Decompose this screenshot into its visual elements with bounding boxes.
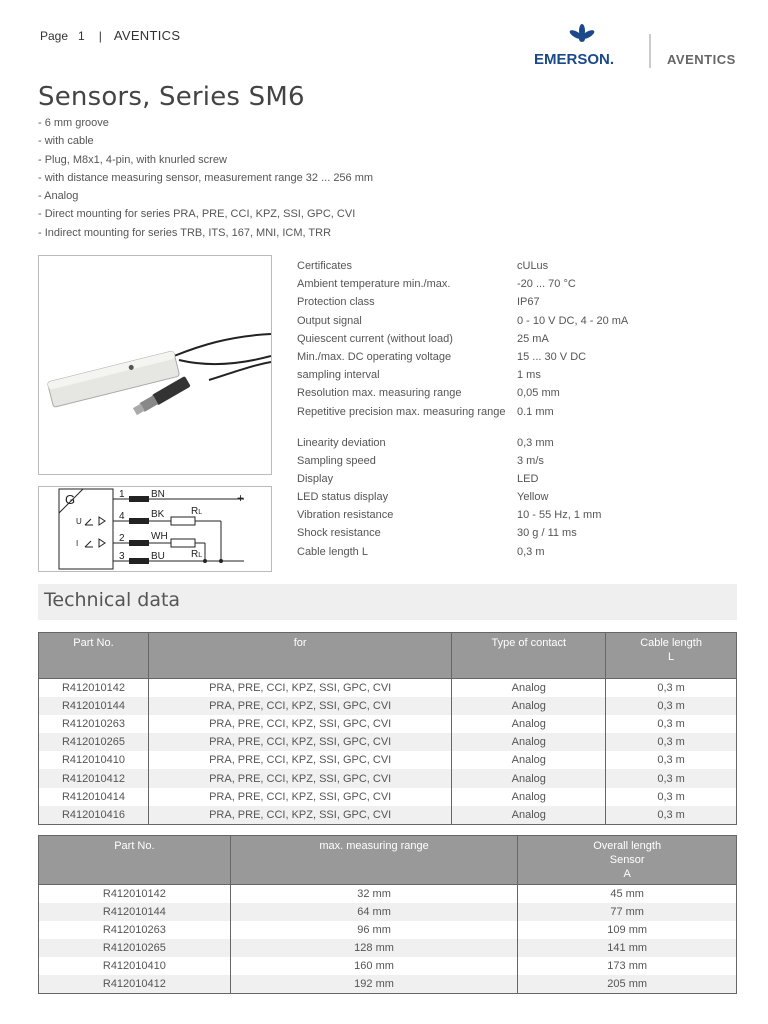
table-cell: Analog [452, 788, 606, 806]
table-cell: R412010142 [39, 679, 149, 697]
feature-item: - with cable [38, 135, 94, 148]
table-cell: 0,3 m [606, 733, 737, 751]
table-cell: R412010410 [39, 751, 149, 769]
table-row [39, 903, 737, 921]
emerson-aventics-logo [532, 22, 754, 70]
table-row [39, 921, 737, 939]
pin-4-label: 4 [119, 511, 125, 522]
wire-bn-label: BN [151, 489, 165, 500]
table-row [39, 939, 737, 957]
table-cell: R412010263 [39, 715, 149, 733]
wiring-diagram [38, 486, 272, 572]
table-cell: PRA, PRE, CCI, KPZ, SSI, GPC, CVI [148, 769, 451, 787]
rl-label-2: RL [191, 549, 203, 560]
table-cell: R412010265 [39, 733, 149, 751]
table-cell: PRA, PRE, CCI, KPZ, SSI, GPC, CVI [148, 806, 451, 824]
table-header: max. measuring range [230, 836, 518, 885]
table-row [39, 733, 737, 751]
table-header: Part No. [39, 836, 231, 885]
table-cell: 109 mm [518, 921, 737, 939]
spec-row: Resolution max. measuring range 0,05 mm [297, 387, 560, 400]
spec-row: Certificates cULus [297, 260, 549, 272]
table-cell: PRA, PRE, CCI, KPZ, SSI, GPC, CVI [148, 751, 451, 769]
table-cell: 0,3 m [606, 751, 737, 769]
table-cell: 0,3 m [606, 788, 737, 806]
pin-1-label: 1 [119, 489, 125, 500]
diagram-i-label: I [76, 539, 79, 548]
aventics-wordmark: AVENTICS [667, 52, 736, 67]
table-row [39, 885, 737, 903]
feature-item: - Direct mounting for series PRA, PRE, CCI, KPZ, SSI, GPC, CVI [38, 208, 356, 221]
table-cell: PRA, PRE, CCI, KPZ, SSI, GPC, CVI [148, 679, 451, 697]
spec-row: Protection class IP67 [297, 296, 540, 309]
table-header: for [148, 633, 451, 679]
table-cell: Analog [452, 733, 606, 751]
parts-table [38, 632, 737, 825]
feature-item: - 6 mm groove [38, 117, 109, 129]
table-cell: R412010142 [39, 885, 231, 903]
table-cell: R412010144 [39, 903, 231, 921]
plus-label: + [237, 491, 245, 505]
spec-row: Vibration resistance 10 - 55 Hz, 1 mm [297, 509, 602, 522]
table-cell: 0,3 m [606, 806, 737, 824]
spec-row: sampling interval 1 ms [297, 369, 541, 382]
table-cell: 192 mm [230, 975, 518, 993]
header-brand: AVENTICS [113, 28, 181, 43]
table-row [39, 975, 737, 993]
feature-list [38, 115, 373, 243]
table-cell: Analog [452, 769, 606, 787]
table-cell: R412010416 [39, 806, 149, 824]
table-cell: R412010265 [39, 939, 231, 957]
rl-label-1: RL [191, 506, 203, 517]
page-label: Page [40, 28, 69, 43]
table-cell: Analog [452, 806, 606, 824]
table-cell: R412010263 [39, 921, 231, 939]
page-number: 1 [78, 28, 85, 43]
wire-bu-label: BU [151, 551, 165, 562]
spec-row: Repetitive precision max. measuring range 0.1 mm [297, 405, 554, 418]
table-cell: 0,3 m [606, 769, 737, 787]
spec-list [297, 258, 737, 562]
feature-item: - Plug, M8x1, 4-pin, with knurled screw [38, 153, 227, 166]
table-row [39, 788, 737, 806]
spec-row: Cable length L 0,3 m [297, 545, 545, 558]
wire-bk-label: BK [151, 509, 165, 520]
table-cell: R412010412 [39, 975, 231, 993]
table-row [39, 697, 737, 715]
spec-row: Display LED [297, 472, 539, 485]
section-header [38, 584, 737, 620]
feature-item: - Indirect mounting for series TRB, ITS, 167, MNI, ICM, TRR [38, 226, 332, 239]
table-cell: R412010144 [39, 697, 149, 715]
diagram-g-label: G [65, 492, 76, 507]
table-cell: PRA, PRE, CCI, KPZ, SSI, GPC, CVI [148, 733, 451, 751]
table-cell: 0,3 m [606, 697, 737, 715]
table-cell: PRA, PRE, CCI, KPZ, SSI, GPC, CVI [148, 715, 451, 733]
pin-2-label: 2 [119, 533, 125, 544]
table-cell: Analog [452, 679, 606, 697]
feature-item: - with distance measuring sensor, measurement range 32 ... 256 mm [38, 171, 374, 184]
table-cell: 0,3 m [606, 715, 737, 733]
table-cell: R412010412 [39, 769, 149, 787]
table-header: Cable length L [606, 633, 737, 679]
spec-row: Quiescent current (without load) 25 mA [297, 332, 549, 345]
page-header [40, 28, 180, 43]
table-cell: 32 mm [230, 885, 518, 903]
diagram-u-label: U [76, 517, 82, 526]
table-cell: 160 mm [230, 957, 518, 975]
sensor-photo-illustration [39, 256, 271, 474]
spec-row: Output signal 0 - 10 V DC, 4 - 20 mA [297, 314, 629, 327]
table-cell: R412010410 [39, 957, 231, 975]
table-cell: Analog [452, 751, 606, 769]
spec-row: Ambient temperature min./max. -20 ... 70 °C [297, 278, 576, 291]
table-cell: Analog [452, 715, 606, 733]
table-cell: 205 mm [518, 975, 737, 993]
table-cell: 64 mm [230, 903, 518, 921]
table-row [39, 769, 737, 787]
table-cell: Analog [452, 697, 606, 715]
spec-row: Linearity deviation 0,3 mm [297, 436, 554, 449]
product-image [38, 255, 272, 475]
table-header: Part No. [39, 633, 149, 679]
spec-row: Min./max. DC operating voltage 15 ... 30 V DC [297, 350, 587, 363]
table-cell: R412010414 [39, 788, 149, 806]
table-row [39, 679, 737, 697]
table-cell: 77 mm [518, 903, 737, 921]
table-cell: 128 mm [230, 939, 518, 957]
table-cell: 173 mm [518, 957, 737, 975]
table-row [39, 715, 737, 733]
spec-row: Shock resistance 30 g / 11 ms [297, 527, 577, 540]
wire-wh-label: WH [151, 531, 168, 542]
spec-row: LED status display Yellow [297, 491, 549, 504]
table-cell: 141 mm [518, 939, 737, 957]
pin-3-label: 3 [119, 551, 125, 562]
table-cell: 96 mm [230, 921, 518, 939]
header-separator: | [98, 28, 102, 43]
minus-label: − [237, 554, 245, 568]
spec-row: Sampling speed 3 m/s [297, 454, 544, 467]
table-cell: PRA, PRE, CCI, KPZ, SSI, GPC, CVI [148, 788, 451, 806]
page-title: Sensors, Series SM6 [38, 82, 305, 112]
section-title: Technical data [44, 589, 181, 611]
table-cell: 45 mm [518, 885, 737, 903]
table-row [39, 751, 737, 769]
feature-item: - Analog [38, 190, 79, 203]
table-row [39, 806, 737, 824]
table-cell: 0,3 m [606, 679, 737, 697]
table-header: Type of contact [452, 633, 606, 679]
dimensions-table [38, 835, 737, 994]
table-cell: PRA, PRE, CCI, KPZ, SSI, GPC, CVI [148, 697, 451, 715]
emerson-wordmark: EMERSON. [534, 51, 615, 68]
table-header: Overall length Sensor A [518, 836, 737, 885]
emerson-mark-icon [568, 24, 595, 42]
table-row [39, 957, 737, 975]
